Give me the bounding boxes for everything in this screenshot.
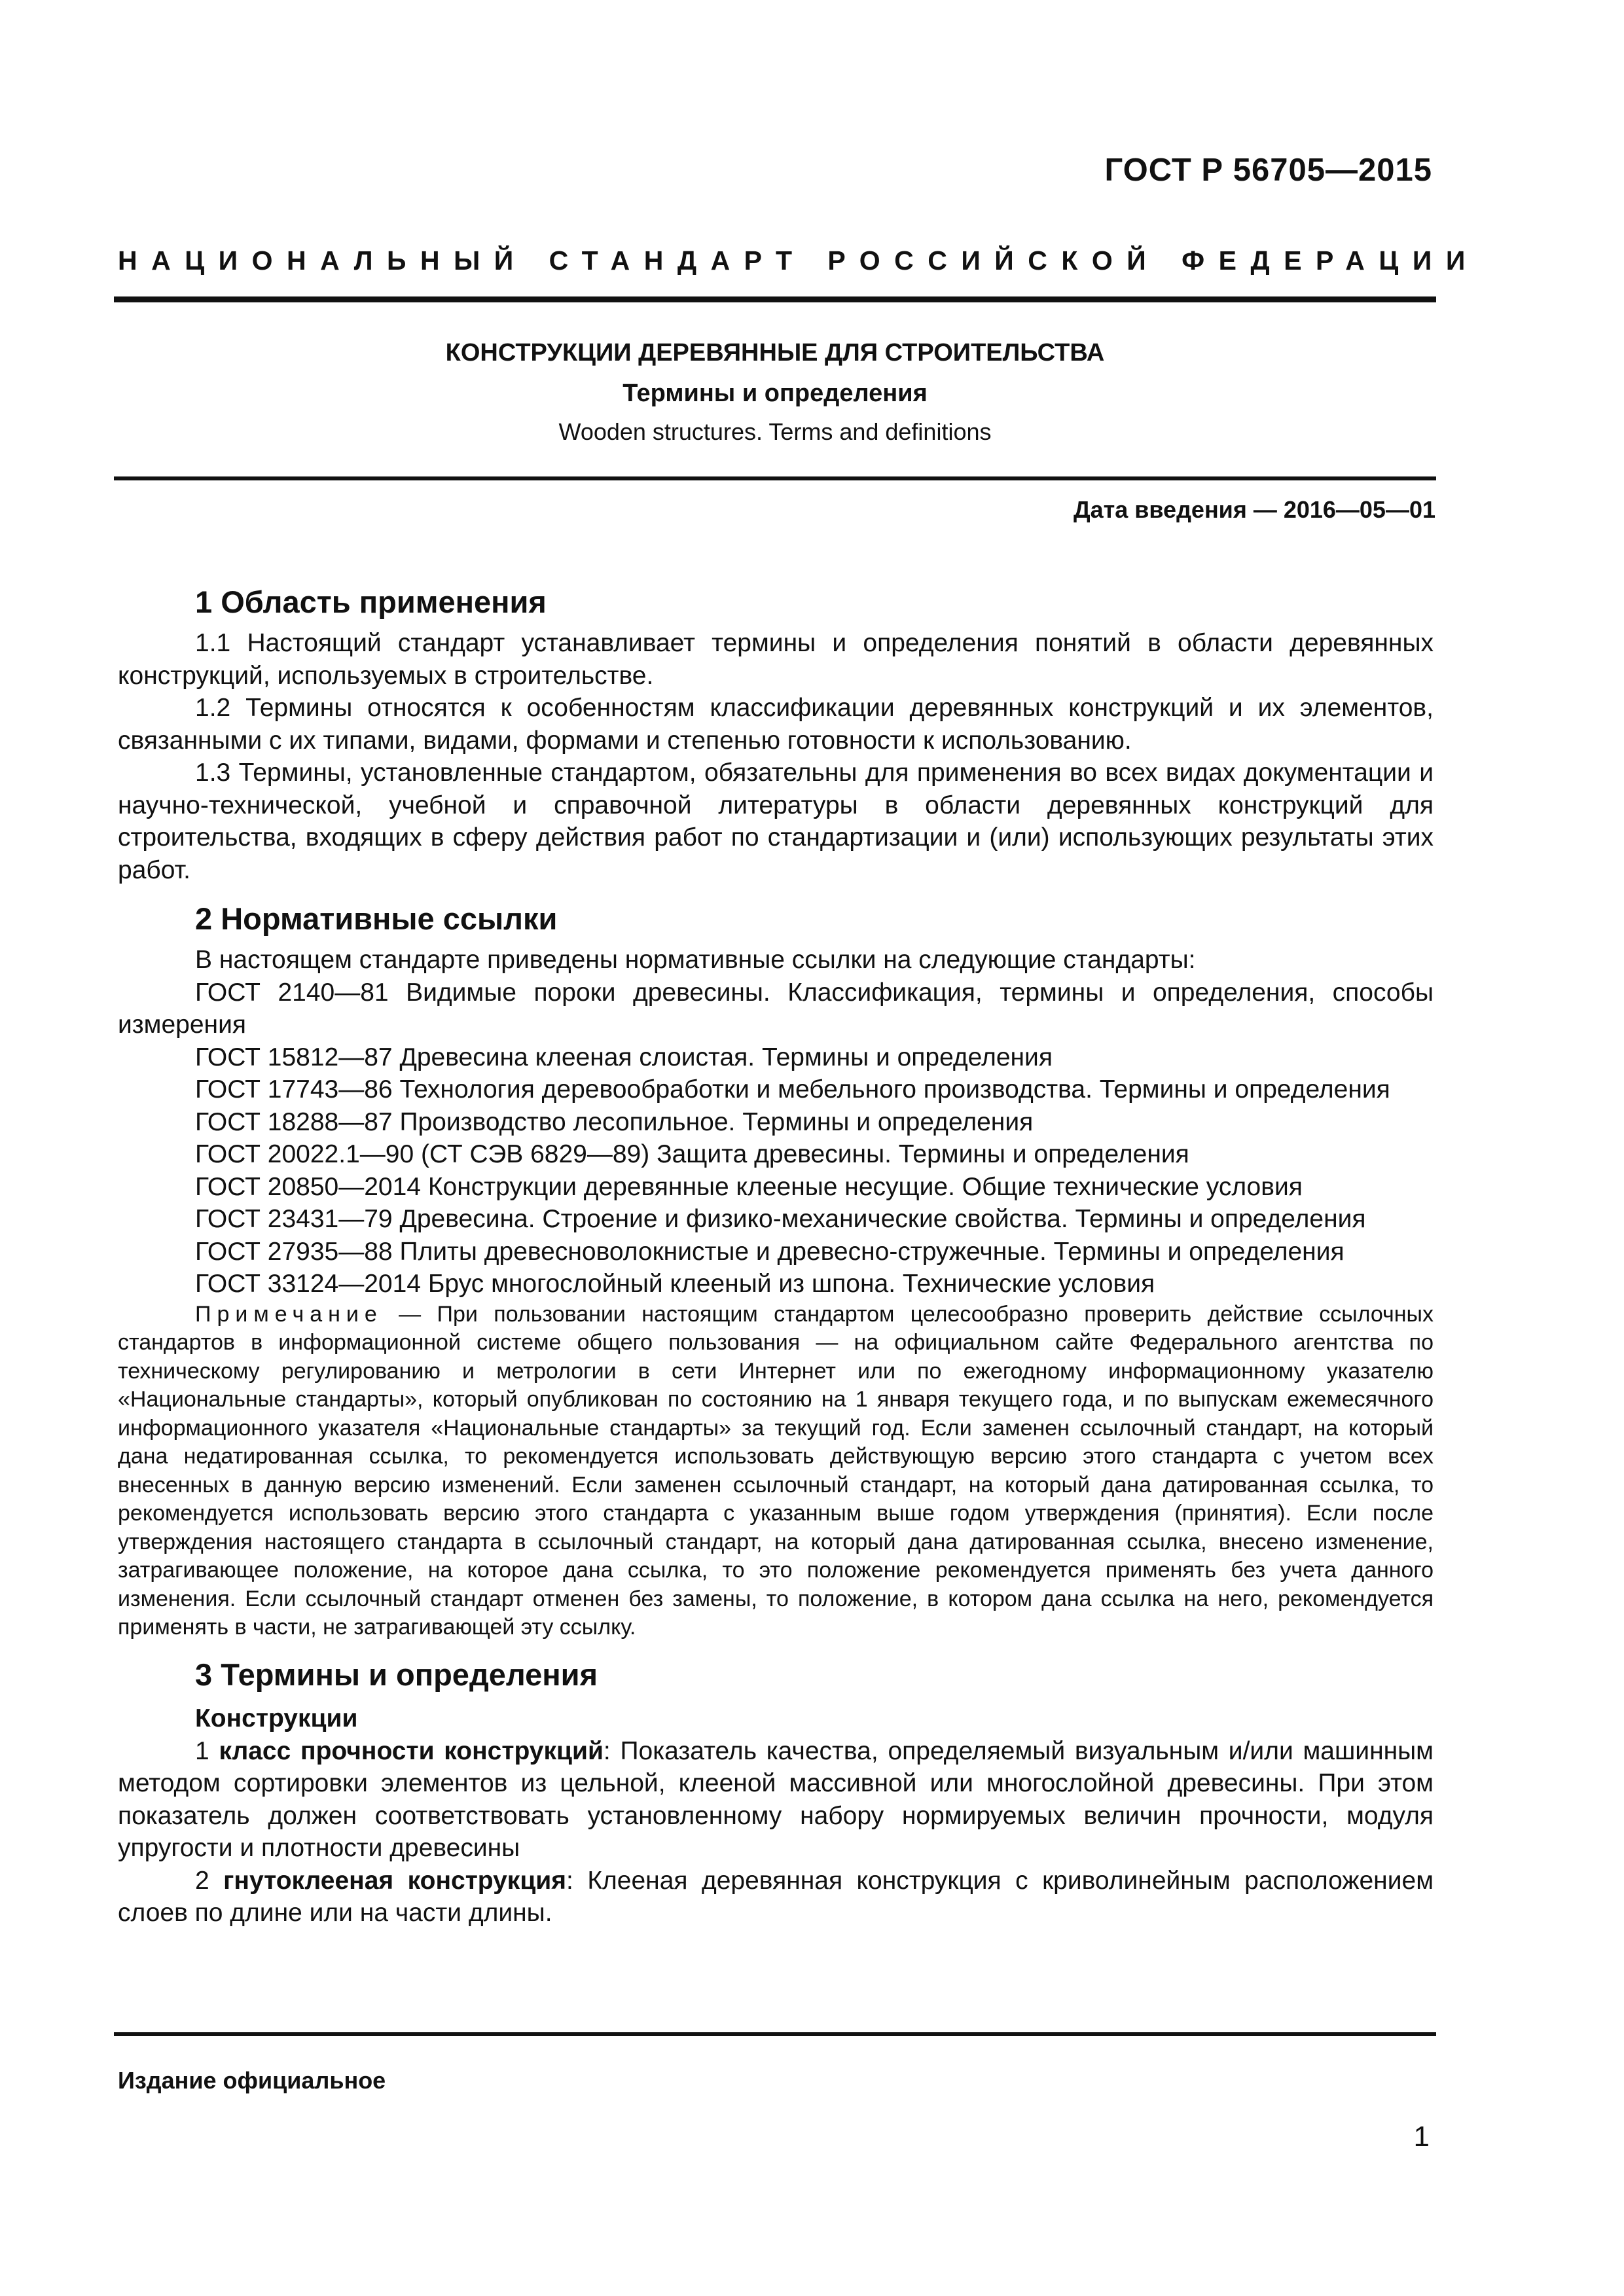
reference-item: ГОСТ 15812—87 Древесина клееная слоистая. Термины и определения <box>195 1043 1053 1071</box>
document-subtitle: Термины и определения <box>623 380 928 407</box>
introduction-date: Дата введения — 2016—05—01 <box>1073 496 1435 523</box>
section-heading-references: 2 Нормативные ссылки <box>195 901 558 936</box>
header-rule <box>114 296 1436 302</box>
term-number: 2 <box>195 1866 224 1895</box>
section-heading-terms: 3 Термины и определения <box>195 1657 598 1692</box>
note-text: — При пользовании настоящим стандартом целесообразно проверить действие ссылочных стандартов в информационной системе общего пользования — на официальном сайте Федерального агентства по техническому регулированию и метрологии в сети Интернет или по ежегодному информационному указателю «Национальные стандарты», который опубликован по состоянию на 1 января текущего года, и по выпускам ежемесячного информационного указателя «Национальные стандарты» за текущий год. Если заменен ссылочный стандарт, на который дана недатированная ссылка, то рекомендуется использовать действующую версию этого стандарта с учетом всех внесенных в данную версию изменений. Если заменен ссылочный стандарт, на который дана датированная ссылка, то рекомендуется использовать версию этого стандарта с указанным выше годом утверждения (принятия). Если после утверждения настоящего стандарта в ссылочный стандарт, на который дана датированная ссылка, внесено изменение, затрагивающее положение, на которое дана ссылка, то это положение рекомендуется применять без учета данного изменения. Если ссылочный стандарт отменен без замены, то положение, в котором дана ссылка на него, рекомендуется применять в части, не затрагивающей эту ссылку. <box>118 1301 1434 1640</box>
english-title: Wooden structures. Terms and definitions <box>558 418 992 445</box>
terms-subheading: Конструкции <box>195 1704 358 1732</box>
paragraph-1-1: 1.1 Настоящий стандарт устанавливает термины и определения понятий в области деревянных конструкций, используемых в строительстве. <box>118 629 1434 690</box>
document-title: КОНСТРУКЦИИ ДЕРЕВЯННЫЕ ДЛЯ СТРОИТЕЛЬСТВА <box>445 339 1105 367</box>
term-name: класс прочности конструкций <box>219 1736 604 1765</box>
reference-item: ГОСТ 20850—2014 Конструкции деревянные клееные несущие. Общие технические условия <box>195 1172 1303 1201</box>
section-heading-scope: 1 Область применения <box>195 584 547 619</box>
references-note <box>118 1300 1434 1642</box>
references-intro: В настоящем стандарте приведены нормативные ссылки на следующие стандарты: <box>195 946 1196 974</box>
reference-item: ГОСТ 18288—87 Производство лесопильное. Термины и определения <box>195 1107 1034 1136</box>
reference-item: ГОСТ 23431—79 Древесина. Строение и физико-механические свойства. Термины и определения <box>195 1205 1366 1233</box>
title-rule <box>114 476 1436 480</box>
paragraph-1-3: 1.3 Термины, установленные стандартом, обязательны для применения во всех видах документации и научно-технической, учебной и справочной литературы в области деревянных конструкций для строительства, входящих в сферу действия работ по стандартизации и (или) использующих результаты этих работ. <box>118 759 1434 884</box>
term-number: 1 <box>195 1736 219 1765</box>
document-body <box>118 583 1434 1929</box>
term-definition: : Клееная деревянная конструкция с криволинейным расположением слоев по длине или на части длины. <box>118 1866 1434 1927</box>
reference-item: ГОСТ 17743—86 Технология деревообработки и мебельного производства. Термины и определения <box>195 1075 1390 1103</box>
reference-item: ГОСТ 20022.1—90 (СТ СЭВ 6829—89) Защита древесины. Термины и определения <box>195 1140 1189 1168</box>
term-entry <box>118 1735 1434 1865</box>
reference-item: ГОСТ 2140—81 Видимые пороки древесины. Классификация, термины и определения, способы измерения <box>118 978 1434 1039</box>
paragraph-1-2: 1.2 Термины относятся к особенностям классификации деревянных конструкций и их элементов, связанными с их типами, видами, формами и степенью готовности к использованию. <box>118 694 1434 755</box>
national-standard-banner: НАЦИОНАЛЬНЫЙ СТАНДАРТ РОССИЙСКОЙ ФЕДЕРАЦИИ <box>118 245 1479 276</box>
term-definition: : Показатель качества, определяемый визуальным и/или машинным методом сортировки элементов из цельной, клееной массивной или многослойной древесины. При этом показатель должен соответствовать установленному набору нормируемых величин прочности, модуля упругости и плотности древесины <box>118 1736 1434 1862</box>
footer-rule <box>114 2032 1436 2036</box>
note-label: Примечание <box>195 1301 383 1327</box>
reference-item: ГОСТ 27935—88 Плиты древесноволокнистые и древесно-стружечные. Термины и определения <box>195 1237 1344 1266</box>
title-block <box>114 335 1436 449</box>
reference-item: ГОСТ 33124—2014 Брус многослойный клееный из шпона. Технические условия <box>195 1270 1155 1298</box>
term-name: гнутоклееная конструкция <box>223 1866 567 1895</box>
page-number: 1 <box>1413 2121 1430 2153</box>
term-entry <box>118 1865 1434 1929</box>
gost-designation: ГОСТ Р 56705—2015 <box>1104 152 1432 188</box>
edition-label: Издание официальное <box>118 2067 386 2094</box>
